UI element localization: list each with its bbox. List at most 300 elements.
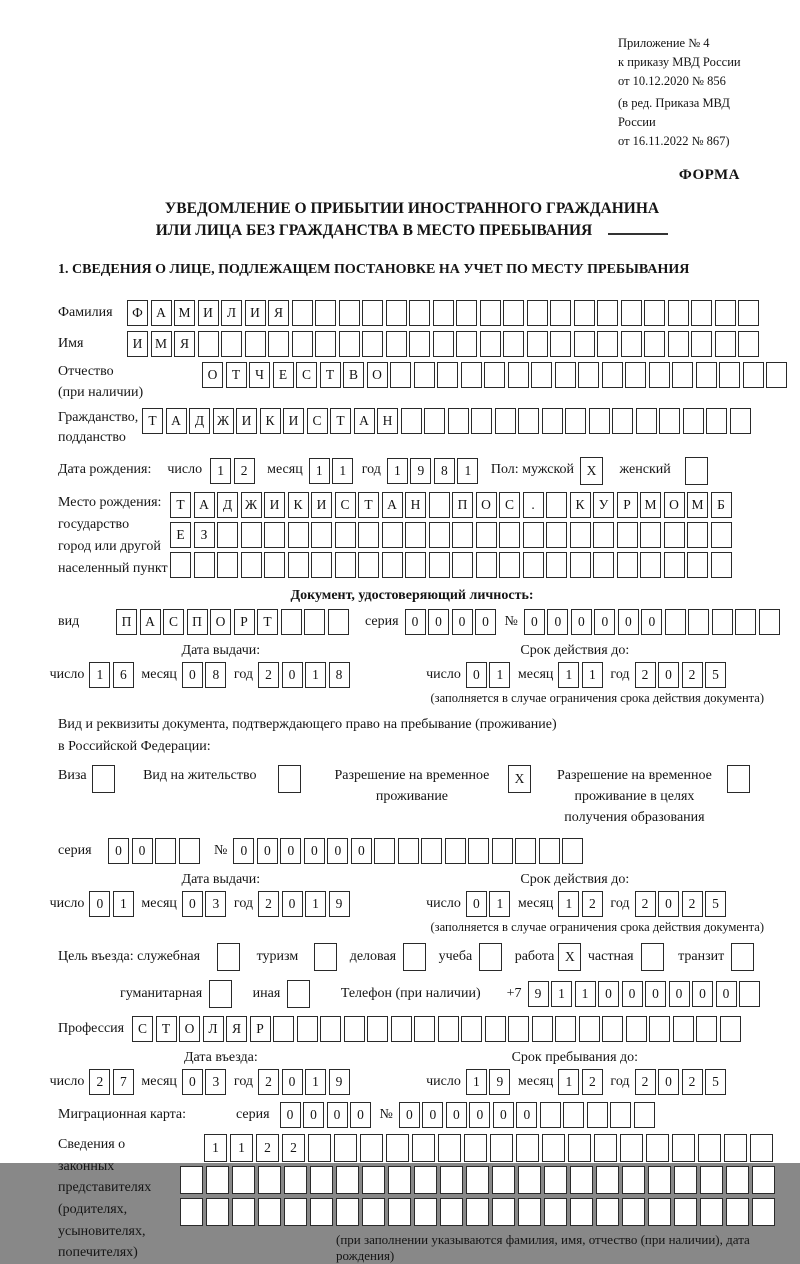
char-cell[interactable]: К [260,408,281,434]
char-cell[interactable]: П [452,492,473,518]
char-cell[interactable] [636,408,657,434]
char-cell[interactable]: 0 [327,1102,348,1128]
char-cell[interactable] [495,408,516,434]
doc-issue-year-field[interactable] [258,662,352,688]
char-cell[interactable]: 2 [635,662,656,688]
char-cell[interactable] [414,1198,437,1226]
char-cell[interactable] [726,1166,749,1194]
char-cell[interactable]: Ж [213,408,234,434]
char-cell[interactable]: 9 [489,1069,510,1095]
char-cell[interactable]: 0 [641,609,662,635]
surname-field[interactable] [127,300,762,326]
char-cell[interactable]: П [187,609,208,635]
char-cell[interactable] [640,522,661,548]
purpose-work-checkbox[interactable] [558,943,584,971]
char-cell[interactable] [542,408,563,434]
char-cell[interactable] [752,1198,775,1226]
char-cell[interactable] [587,1102,608,1128]
entry-day-field[interactable] [89,1069,136,1095]
residence-permit-checkbox[interactable] [278,765,304,793]
char-cell[interactable]: 1 [387,458,408,484]
char-cell[interactable] [217,943,240,971]
char-cell[interactable] [518,408,539,434]
char-cell[interactable] [730,408,751,434]
migration-series-field[interactable] [280,1102,374,1128]
char-cell[interactable] [617,552,638,578]
char-cell[interactable] [287,980,310,1008]
residence-issue-month-field[interactable] [182,891,229,917]
char-cell[interactable]: З [194,522,215,548]
char-cell[interactable]: 1 [204,1134,227,1162]
birth-day-field[interactable] [210,458,257,484]
char-cell[interactable]: И [283,408,304,434]
char-cell[interactable] [440,1166,463,1194]
char-cell[interactable] [360,1134,383,1162]
sex-female-checkbox[interactable] [685,457,711,485]
char-cell[interactable]: 2 [234,458,255,484]
char-cell[interactable]: 1 [305,662,326,688]
purpose-humanitarian-checkbox[interactable] [209,980,235,1008]
char-cell[interactable] [518,1166,541,1194]
char-cell[interactable] [448,408,469,434]
residence-issue-year-field[interactable] [258,891,352,917]
char-cell[interactable]: М [687,492,708,518]
char-cell[interactable]: О [476,492,497,518]
char-cell[interactable] [292,300,313,326]
char-cell[interactable] [388,1198,411,1226]
char-cell[interactable] [665,609,686,635]
char-cell[interactable] [532,1016,553,1042]
char-cell[interactable] [550,300,571,326]
char-cell[interactable] [739,981,760,1007]
residence-valid-day-field[interactable] [466,891,513,917]
char-cell[interactable]: 2 [89,1069,110,1095]
char-cell[interactable] [625,362,646,388]
char-cell[interactable]: 2 [258,891,279,917]
char-cell[interactable]: О [210,609,231,635]
char-cell[interactable]: 1 [305,1069,326,1095]
char-cell[interactable] [715,331,736,357]
char-cell[interactable]: 2 [282,1134,305,1162]
char-cell[interactable] [531,362,552,388]
residence-issue-day-field[interactable] [89,891,136,917]
doc-issue-day-field[interactable] [89,662,136,688]
char-cell[interactable] [664,522,685,548]
char-cell[interactable] [258,1198,281,1226]
char-cell[interactable] [273,1016,294,1042]
char-cell[interactable]: 0 [182,662,203,688]
char-cell[interactable] [241,522,262,548]
char-cell[interactable] [602,1016,623,1042]
char-cell[interactable] [310,1198,333,1226]
char-cell[interactable] [344,1016,365,1042]
visa-checkbox[interactable] [92,765,118,793]
char-cell[interactable] [437,362,458,388]
char-cell[interactable] [358,552,379,578]
char-cell[interactable] [508,1016,529,1042]
char-cell[interactable] [626,1016,647,1042]
char-cell[interactable]: 2 [682,891,703,917]
char-cell[interactable] [315,331,336,357]
char-cell[interactable]: 0 [658,891,679,917]
char-cell[interactable] [315,300,336,326]
char-cell[interactable] [578,362,599,388]
char-cell[interactable]: 0 [280,1102,301,1128]
char-cell[interactable] [503,331,524,357]
char-cell[interactable] [391,1016,412,1042]
char-cell[interactable] [438,1134,461,1162]
char-cell[interactable] [401,408,422,434]
char-cell[interactable]: 2 [635,1069,656,1095]
char-cell[interactable] [421,838,442,864]
char-cell[interactable]: 1 [558,891,579,917]
char-cell[interactable]: 0 [303,1102,324,1128]
char-cell[interactable] [503,300,524,326]
doc-valid-day-field[interactable] [466,662,513,688]
purpose-tourism-checkbox[interactable] [314,943,340,971]
char-cell[interactable]: 0 [350,1102,371,1128]
char-cell[interactable] [550,331,571,357]
char-cell[interactable]: Д [189,408,210,434]
char-cell[interactable] [555,1016,576,1042]
char-cell[interactable] [641,943,664,971]
char-cell[interactable] [440,1198,463,1226]
char-cell[interactable] [382,522,403,548]
char-cell[interactable]: 9 [329,1069,350,1095]
char-cell[interactable]: Т [358,492,379,518]
char-cell[interactable] [539,838,560,864]
char-cell[interactable]: X [558,943,581,971]
char-cell[interactable]: Н [377,408,398,434]
char-cell[interactable] [336,1198,359,1226]
char-cell[interactable] [398,838,419,864]
char-cell[interactable]: 0 [547,609,568,635]
char-cell[interactable] [766,362,787,388]
char-cell[interactable]: 1 [113,891,134,917]
char-cell[interactable] [673,1016,694,1042]
char-cell[interactable] [711,552,732,578]
char-cell[interactable]: 0 [598,981,619,1007]
doc-issue-month-field[interactable] [182,662,229,688]
char-cell[interactable]: 2 [582,891,603,917]
birthplace-field-row2[interactable] [170,522,734,548]
char-cell[interactable] [644,331,665,357]
char-cell[interactable]: 1 [89,662,110,688]
legal-reps-field-row3[interactable] [180,1198,778,1226]
char-cell[interactable]: И [236,408,257,434]
char-cell[interactable] [727,765,750,793]
char-cell[interactable] [492,838,513,864]
migration-number-field[interactable] [399,1102,658,1128]
purpose-study-checkbox[interactable] [479,943,505,971]
char-cell[interactable]: И [311,492,332,518]
char-cell[interactable]: Т [330,408,351,434]
char-cell[interactable]: О [179,1016,200,1042]
char-cell[interactable] [640,552,661,578]
char-cell[interactable]: 1 [582,662,603,688]
purpose-private-checkbox[interactable] [641,943,667,971]
stay-day-field[interactable] [466,1069,513,1095]
char-cell[interactable] [339,300,360,326]
char-cell[interactable] [726,1198,749,1226]
char-cell[interactable]: 0 [466,662,487,688]
char-cell[interactable]: 8 [329,662,350,688]
char-cell[interactable]: И [245,300,266,326]
char-cell[interactable] [555,362,576,388]
char-cell[interactable] [288,522,309,548]
char-cell[interactable]: М [640,492,661,518]
char-cell[interactable]: 0 [692,981,713,1007]
char-cell[interactable] [620,1134,643,1162]
char-cell[interactable]: 0 [182,1069,203,1095]
char-cell[interactable] [170,552,191,578]
birth-month-field[interactable] [309,458,356,484]
char-cell[interactable] [574,331,595,357]
char-cell[interactable]: 1 [489,891,510,917]
char-cell[interactable] [278,765,301,793]
char-cell[interactable]: 0 [594,609,615,635]
char-cell[interactable] [644,300,665,326]
char-cell[interactable] [479,943,502,971]
char-cell[interactable]: Ч [249,362,270,388]
stay-year-field[interactable] [635,1069,729,1095]
char-cell[interactable]: 9 [528,981,549,1007]
char-cell[interactable] [339,331,360,357]
char-cell[interactable]: Я [268,300,289,326]
char-cell[interactable] [752,1166,775,1194]
doc-valid-month-field[interactable] [558,662,605,688]
char-cell[interactable]: 0 [182,891,203,917]
char-cell[interactable] [268,331,289,357]
char-cell[interactable] [668,300,689,326]
char-cell[interactable] [464,1134,487,1162]
char-cell[interactable] [217,522,238,548]
char-cell[interactable] [711,522,732,548]
char-cell[interactable] [492,1166,515,1194]
char-cell[interactable]: Т [142,408,163,434]
char-cell[interactable]: И [127,331,148,357]
char-cell[interactable]: Л [221,300,242,326]
char-cell[interactable]: С [335,492,356,518]
char-cell[interactable] [562,838,583,864]
char-cell[interactable] [429,552,450,578]
char-cell[interactable] [546,522,567,548]
char-cell[interactable]: Р [617,492,638,518]
char-cell[interactable] [456,331,477,357]
char-cell[interactable] [382,552,403,578]
char-cell[interactable]: С [307,408,328,434]
char-cell[interactable] [438,1016,459,1042]
char-cell[interactable] [386,331,407,357]
char-cell[interactable]: С [499,492,520,518]
char-cell[interactable] [570,1166,593,1194]
char-cell[interactable]: А [166,408,187,434]
char-cell[interactable]: 0 [233,838,254,864]
char-cell[interactable]: 1 [558,1069,579,1095]
char-cell[interactable] [691,331,712,357]
char-cell[interactable] [659,408,680,434]
char-cell[interactable] [362,300,383,326]
char-cell[interactable] [409,300,430,326]
char-cell[interactable] [570,552,591,578]
birthplace-field-row3[interactable] [170,552,734,578]
char-cell[interactable] [405,522,426,548]
char-cell[interactable] [480,331,501,357]
char-cell[interactable] [452,522,473,548]
char-cell[interactable] [648,1198,671,1226]
char-cell[interactable]: 9 [329,891,350,917]
char-cell[interactable]: Т [320,362,341,388]
char-cell[interactable] [429,492,450,518]
char-cell[interactable] [264,552,285,578]
char-cell[interactable] [687,522,708,548]
char-cell[interactable] [515,838,536,864]
char-cell[interactable]: Л [203,1016,224,1042]
char-cell[interactable]: Я [226,1016,247,1042]
char-cell[interactable]: 0 [132,838,153,864]
char-cell[interactable] [691,300,712,326]
char-cell[interactable]: О [664,492,685,518]
char-cell[interactable] [198,331,219,357]
char-cell[interactable]: 2 [258,662,279,688]
char-cell[interactable]: 2 [635,891,656,917]
char-cell[interactable] [362,1166,385,1194]
char-cell[interactable]: 0 [89,891,110,917]
char-cell[interactable] [750,1134,773,1162]
char-cell[interactable]: X [508,765,531,793]
char-cell[interactable] [180,1198,203,1226]
purpose-other-checkbox[interactable] [287,980,313,1008]
char-cell[interactable] [245,331,266,357]
char-cell[interactable]: Я [174,331,195,357]
char-cell[interactable]: 0 [524,609,545,635]
char-cell[interactable] [281,609,302,635]
char-cell[interactable] [311,552,332,578]
char-cell[interactable] [735,609,756,635]
char-cell[interactable] [284,1166,307,1194]
char-cell[interactable]: Н [405,492,426,518]
char-cell[interactable] [335,522,356,548]
char-cell[interactable] [715,300,736,326]
char-cell[interactable]: О [367,362,388,388]
char-cell[interactable] [523,552,544,578]
citizenship-field[interactable] [142,408,753,434]
char-cell[interactable] [597,300,618,326]
char-cell[interactable] [621,300,642,326]
char-cell[interactable] [622,1166,645,1194]
char-cell[interactable]: И [264,492,285,518]
char-cell[interactable] [687,552,708,578]
char-cell[interactable]: 5 [705,1069,726,1095]
char-cell[interactable] [646,1134,669,1162]
char-cell[interactable]: 2 [258,1069,279,1095]
char-cell[interactable]: С [296,362,317,388]
char-cell[interactable] [574,300,595,326]
char-cell[interactable] [336,1166,359,1194]
char-cell[interactable] [445,838,466,864]
char-cell[interactable]: А [194,492,215,518]
char-cell[interactable] [429,522,450,548]
sex-male-checkbox[interactable] [580,457,606,485]
char-cell[interactable] [672,1134,695,1162]
char-cell[interactable] [461,362,482,388]
birthplace-field-row1[interactable] [170,492,734,518]
char-cell[interactable] [180,1166,203,1194]
char-cell[interactable] [362,1198,385,1226]
char-cell[interactable]: 0 [466,891,487,917]
legal-reps-field-row2[interactable] [180,1166,778,1194]
char-cell[interactable] [206,1166,229,1194]
char-cell[interactable] [155,838,176,864]
char-cell[interactable] [264,522,285,548]
char-cell[interactable] [546,492,567,518]
char-cell[interactable] [594,1134,617,1162]
char-cell[interactable] [622,1198,645,1226]
char-cell[interactable] [288,552,309,578]
char-cell[interactable] [374,838,395,864]
char-cell[interactable] [334,1134,357,1162]
char-cell[interactable]: А [382,492,403,518]
char-cell[interactable]: 0 [493,1102,514,1128]
char-cell[interactable] [405,552,426,578]
char-cell[interactable]: 0 [645,981,666,1007]
char-cell[interactable] [593,522,614,548]
char-cell[interactable] [544,1198,567,1226]
phone-field[interactable] [528,981,763,1007]
char-cell[interactable] [461,1016,482,1042]
char-cell[interactable] [596,1166,619,1194]
char-cell[interactable] [700,1198,723,1226]
char-cell[interactable] [412,1134,435,1162]
char-cell[interactable]: Б [711,492,732,518]
char-cell[interactable] [563,1102,584,1128]
char-cell[interactable]: 0 [280,838,301,864]
char-cell[interactable]: М [174,300,195,326]
char-cell[interactable]: А [140,609,161,635]
char-cell[interactable]: 0 [304,838,325,864]
char-cell[interactable]: Т [226,362,247,388]
purpose-transit-checkbox[interactable] [731,943,757,971]
char-cell[interactable]: Е [170,522,191,548]
char-cell[interactable]: 1 [305,891,326,917]
char-cell[interactable] [304,609,325,635]
char-cell[interactable] [403,943,426,971]
char-cell[interactable]: 2 [256,1134,279,1162]
char-cell[interactable] [362,331,383,357]
char-cell[interactable]: С [132,1016,153,1042]
char-cell[interactable]: Р [234,609,255,635]
char-cell[interactable] [621,331,642,357]
char-cell[interactable] [542,1134,565,1162]
char-cell[interactable] [731,943,754,971]
char-cell[interactable] [179,838,200,864]
char-cell[interactable]: 1 [230,1134,253,1162]
char-cell[interactable] [602,362,623,388]
char-cell[interactable]: 0 [405,609,426,635]
char-cell[interactable] [424,408,445,434]
char-cell[interactable] [546,552,567,578]
char-cell[interactable] [466,1198,489,1226]
char-cell[interactable] [485,1016,506,1042]
char-cell[interactable] [414,1016,435,1042]
doc-number-field[interactable] [524,609,783,635]
char-cell[interactable]: 1 [210,458,231,484]
residence-valid-month-field[interactable] [558,891,605,917]
char-cell[interactable] [311,522,332,548]
char-cell[interactable]: 0 [327,838,348,864]
char-cell[interactable] [456,300,477,326]
char-cell[interactable]: К [288,492,309,518]
